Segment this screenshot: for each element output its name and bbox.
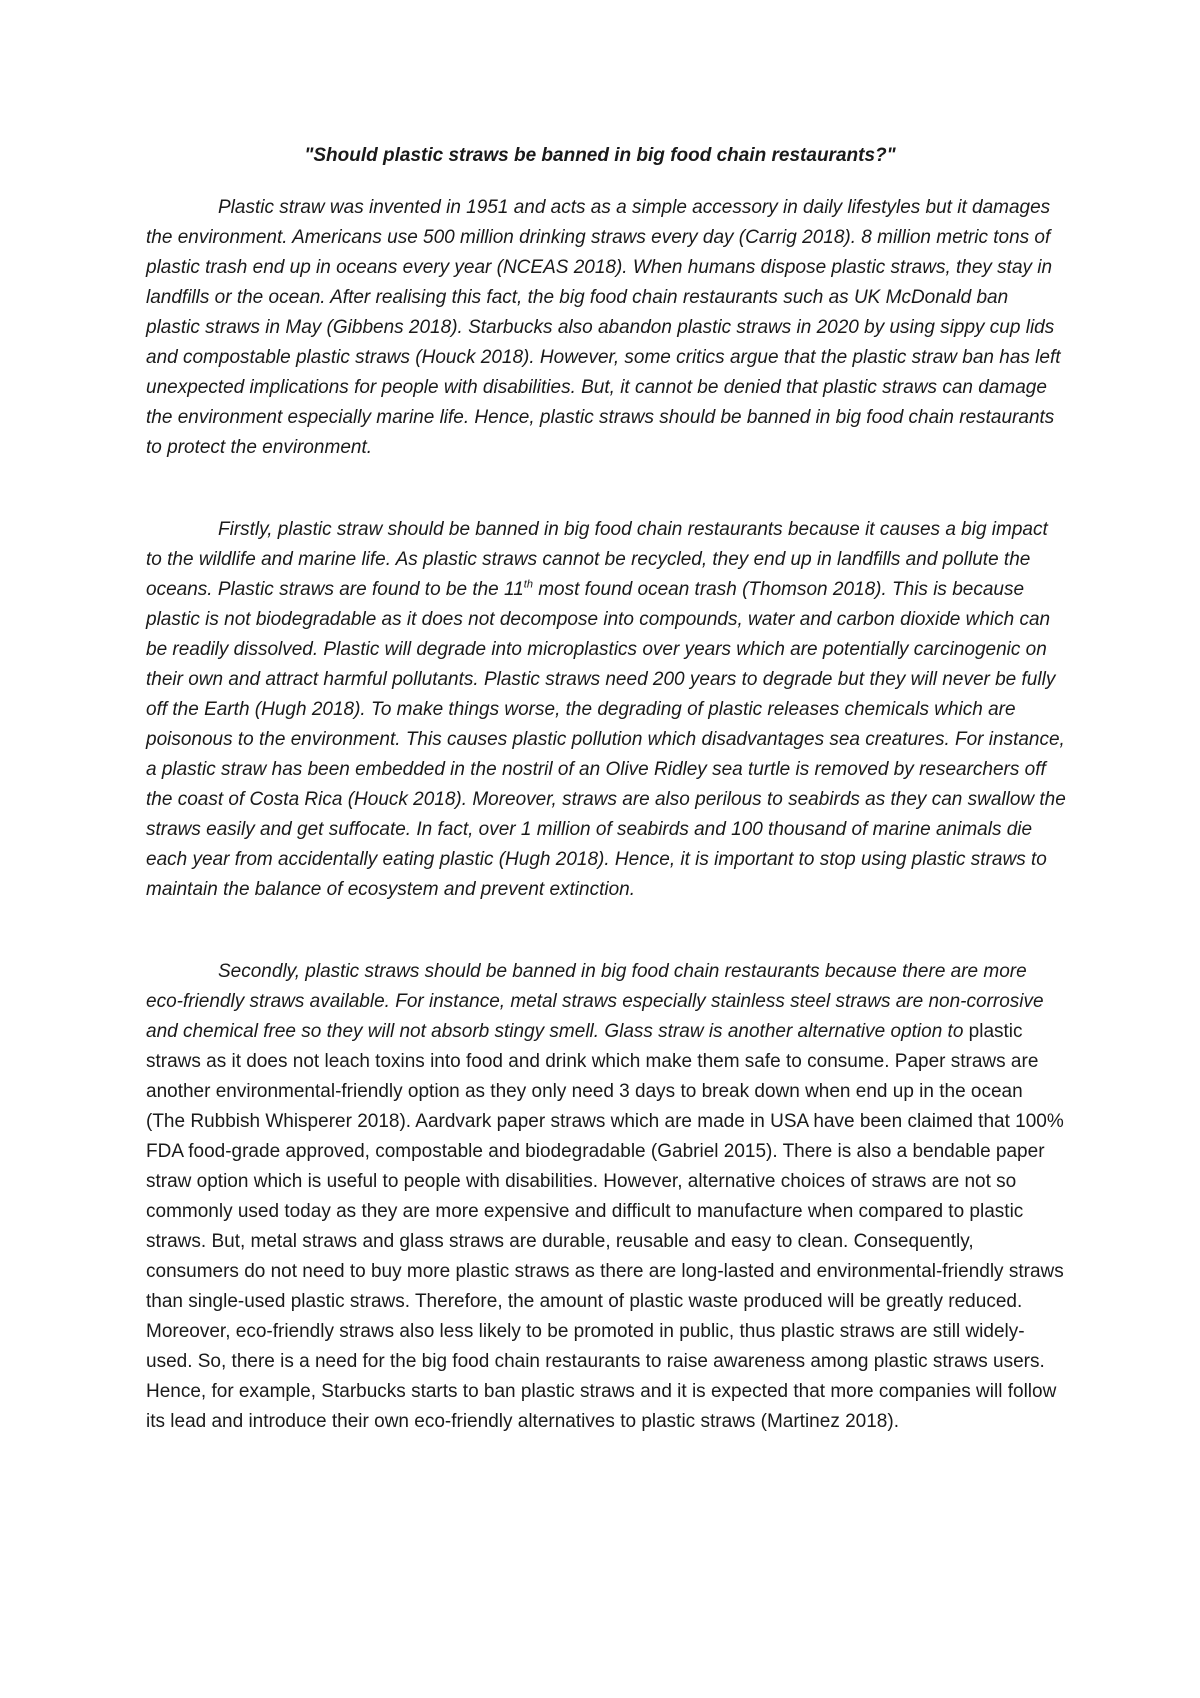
paragraph-body-2-plain-text: plastic straws as it does not leach toxins into food and drink which make them safe to consume. Paper straws are another environmental-friendly option as they only need 3 days to break down when end up in the ocean (The Rubbish Whisperer 2018). Aardvark paper straws which are made in USA have been claimed that 100% FDA food-grade approved, compostable and biodegradable (Gabriel 2015). There is also a bendable paper straw option which is useful to people with disabilities. However, alternative choices of straws are not so commonly used today as they are more expensive and difficult to manufacture when compared to plastic straws. But, metal straws and glass straws are durable, reusable and easy to clean. Consequently, consumers do not need to buy more plastic straws as there are long-lasted and environmental-friendly straws than single-used plastic straws. Therefore, the amount of plastic waste produced will be greatly reduced. Moreover, eco-friendly straws also less likely to be promoted in public, thus plastic straws are still widely-used. So, there is a need for the big food chain restaurants to raise awareness among plastic straws users. Hence, for example, Starbucks starts to ban plastic straws and it is expected that more companies will follow its lead and introduce their own eco-friendly alternatives to plastic straws (Martinez 2018). (146, 1021, 1064, 1432)
paragraph-introduction: Plastic straw was invented in 1951 and acts as a simple accessory in daily lifestyles but it damages the environment. Americans use 500 million drinking straws every day (Carrig 2018). 8 million metric tons of plastic trash end up in oceans every year (NCEAS 2018). When humans dispose plastic straws, they stay in landfills or the ocean. After realising this fact, the big food chain restaurants such as UK McDonald ban plastic straws in May (Gibbens 2018). Starbucks also abandon plastic straws in 2020 by using sippy cup lids and compostable plastic straws (Houck 2018). However, some critics argue that the plastic straw ban has left unexpected implications for people with disabilities. But, it cannot be denied that plastic straws can damage the environment especially marine life. Hence, plastic straws should be banned in big food chain restaurants to protect the environment. (146, 197, 1061, 458)
paragraph-body-1 (146, 515, 1066, 905)
essay-title: "Should plastic straws be banned in big food chain restaurants?" (304, 145, 896, 166)
paragraph-body-1-text-a: Firstly, plastic straw should be banned in big food chain restaurants because it causes a big impact to the wildlife and marine life. As plastic straws cannot be recycled, they end up in landfills and pollute the oceans. Plastic straws are found to be the 11 (146, 519, 1048, 600)
ordinal-suffix: th (523, 578, 533, 591)
paragraph-body-2-italic-text: Secondly, plastic straws should be banned in big food chain restaurants because there are more eco-friendly straws available. For instance, metal straws especially stainless steel straws are non-corrosive and chemical free so they will not absorb stingy smell. Glass straw is another alternative option to (146, 961, 1044, 1042)
paragraph-body-1-text-b: most found ocean trash (Thomson 2018). This is because plastic is not biodegradable as it does not decompose into compounds, water and carbon dioxide which can be readily dissolved. Plastic will degrade into microplastics over years which are potentially carcinogenic on their own and attract harmful pollutants. Plastic straws need 200 years to degrade but they will never be fully off the Earth (Hugh 2018). To make things worse, the degrading of plastic releases chemicals which are poisonous to the environment. This causes plastic pollution which disadvantages sea creatures. For instance, a plastic straw has been embedded in the nostril of an Olive Ridley sea turtle is removed by researchers off the coast of Costa Rica (Houck 2018). Moreover, straws are also perilous to seabirds as they can swallow the straws easily and get suffocate. In fact, over 1 million of seabirds and 100 thousand of marine animals die each year from accidentally eating plastic (Hugh 2018). Hence, it is important to stop using plastic straws to maintain the balance of ecosystem and prevent extinction. (146, 579, 1066, 900)
paragraph-body-2 (146, 957, 1066, 1437)
